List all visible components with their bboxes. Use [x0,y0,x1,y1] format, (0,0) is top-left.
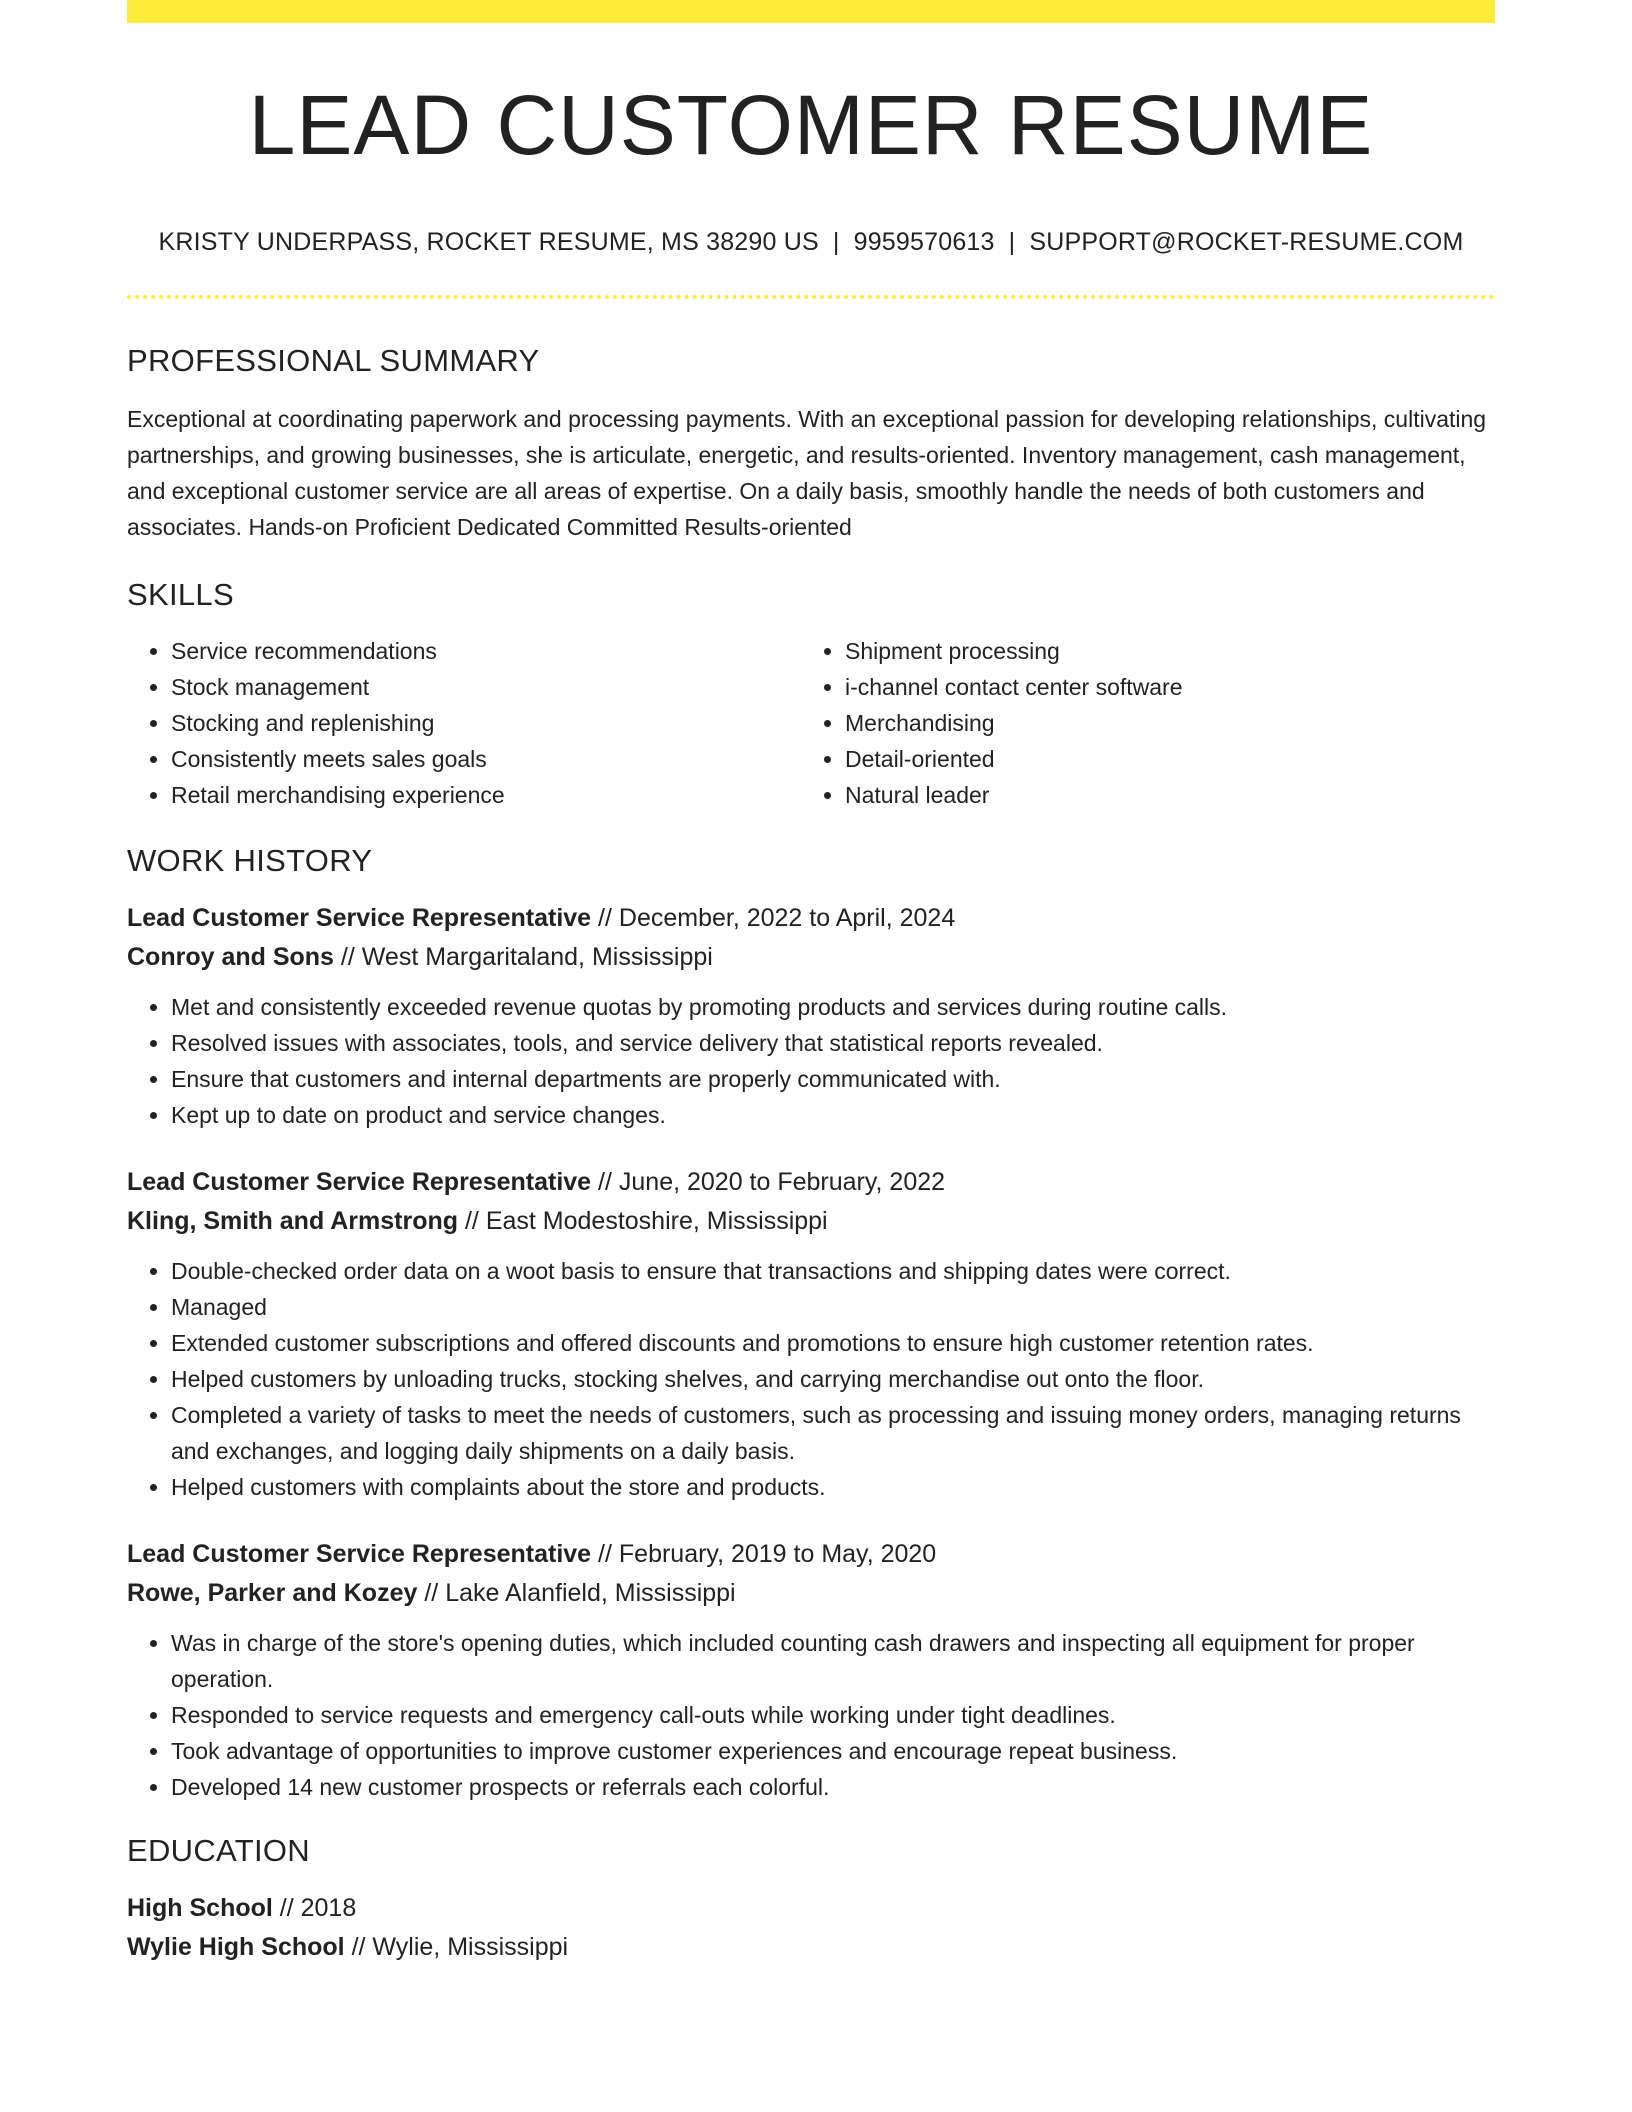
job-location: East Modestoshire, Mississippi [485,1207,828,1236]
contact-phone: 9959570613 [853,228,995,257]
summary-text: Exceptional at coordinating paperwork and processing payments. With an exceptional passion for developing relationships, cultivating partnerships, and growing businesses, she is articulate, energetic, and results-oriented. Inventory management, cash management, and exceptional customer service are all areas of expertise. On a daily basis, smoothly handle the needs of both customers and associates. Hands-on Proficient Dedicated Committed Results-oriented [127,406,1487,541]
skill-item: • Stock management [171,669,801,705]
job-dates: June, 2020 to February, 2022 [618,1168,946,1197]
dotted-divider [127,295,1495,299]
job-role: Lead Customer Service Representative [127,1540,592,1569]
education-school-line [127,1928,1495,1967]
job-bullet: • Ensure that customers and internal departments are properly communicated with. [171,1061,1495,1097]
job-company-line [127,1202,1495,1241]
skills-grid [127,633,1495,813]
contact-separator: | [1008,228,1016,257]
job-bullet: • Helped customers by unloading trucks, stocking shelves, and carrying merchandise out onto the floor. [171,1361,1495,1397]
contact-separator: | [832,228,840,257]
job-bullet: • Developed 14 new customer prospects or referrals each colorful. [171,1769,1495,1805]
job-company-line [127,1574,1495,1613]
summary-heading: PROFESSIONAL SUMMARY [127,343,540,379]
skills-left-list [127,633,801,813]
divider: // [344,1933,373,1962]
education-location: Wylie, Mississippi [372,1933,569,1962]
skill-item: • Service recommendations [171,633,801,669]
divider: // [591,1168,619,1197]
skill-item: • Shipment processing [845,633,1475,669]
education-school: Wylie High School [127,1933,345,1962]
skill-item: • Stocking and replenishing [171,705,801,741]
job-bullet: • Resolved issues with associates, tools, and service delivery that statistical reports revealed. [171,1025,1495,1061]
education-heading: EDUCATION [127,1833,310,1869]
skill-item: • Merchandising [845,705,1475,741]
job-bullet: • Managed [171,1289,1495,1325]
job-entry [127,1163,1495,1505]
job-bullet-list [127,1253,1495,1505]
education-entry [127,1889,1495,1967]
job-role: Lead Customer Service Representative [127,1168,592,1197]
job-role-line [127,1163,1495,1202]
job-dates: February, 2019 to May, 2020 [618,1540,937,1569]
job-bullet: • Responded to service requests and emergency call-outs while working under tight deadlines. [171,1697,1495,1733]
skill-item: • Retail merchandising experience [171,777,801,813]
skills-right-list [801,633,1475,813]
divider: // [333,943,362,972]
job-bullet: • Met and consistently exceeded revenue quotas by promoting products and services during routine calls. [171,989,1495,1025]
job-entry [127,1535,1495,1805]
job-company: Kling, Smith and Armstrong [127,1207,459,1236]
job-company: Rowe, Parker and Kozey [127,1579,418,1608]
contact-address: KRISTY UNDERPASS, ROCKET RESUME, MS 38290 US [158,228,819,257]
education-year: 2018 [300,1894,357,1923]
job-bullet: • Helped customers with complaints about the store and products. [171,1469,1495,1505]
work-history-list [127,899,1495,1805]
job-bullet: • Completed a variety of tasks to meet the needs of customers, such as processing and issuing money orders, managing returns and exchanges, and logging daily shipments on a daily basis. [171,1397,1495,1469]
skill-item: • Natural leader [845,777,1475,813]
resume-page [127,0,1495,1967]
skill-item: • i-channel contact center software [845,669,1475,705]
job-company-line [127,938,1495,977]
job-bullet: • Double-checked order data on a woot basis to ensure that transactions and shipping dates were correct. [171,1253,1495,1289]
job-bullet: • Was in charge of the store's opening duties, which included counting cash drawers and inspecting all equipment for proper operation. [171,1625,1495,1697]
job-bullet: • Extended customer subscriptions and offered discounts and promotions to ensure high customer retention rates. [171,1325,1495,1361]
divider: // [591,904,619,933]
resume-title: LEAD CUSTOMER RESUME [248,78,1374,172]
job-bullet: • Took advantage of opportunities to improve customer experiences and encourage repeat business. [171,1733,1495,1769]
job-role: Lead Customer Service Representative [127,904,592,933]
education-degree-line [127,1889,1495,1928]
job-role-line [127,899,1495,938]
skills-heading: SKILLS [127,577,234,613]
job-bullet-list [127,1625,1495,1805]
job-location: Lake Alanfield, Mississippi [445,1579,736,1608]
job-entry [127,899,1495,1133]
divider: // [272,1894,301,1923]
contact-email: SUPPORT@ROCKET-RESUME.COM [1029,228,1464,257]
divider: // [458,1207,486,1236]
contact-line [127,228,1495,257]
job-location: West Margaritaland, Mississippi [361,943,713,972]
divider: // [591,1540,619,1569]
job-bullet-list [127,989,1495,1133]
divider: // [417,1579,446,1608]
job-dates: December, 2022 to April, 2024 [618,904,956,933]
job-bullet: • Kept up to date on product and service changes. [171,1097,1495,1133]
education-degree: High School [127,1894,273,1923]
accent-top-bar [127,0,1495,23]
skill-item: • Detail-oriented [845,741,1475,777]
job-company: Conroy and Sons [127,943,334,972]
skill-item: • Consistently meets sales goals [171,741,801,777]
work-history-heading: WORK HISTORY [127,843,373,879]
job-role-line [127,1535,1495,1574]
